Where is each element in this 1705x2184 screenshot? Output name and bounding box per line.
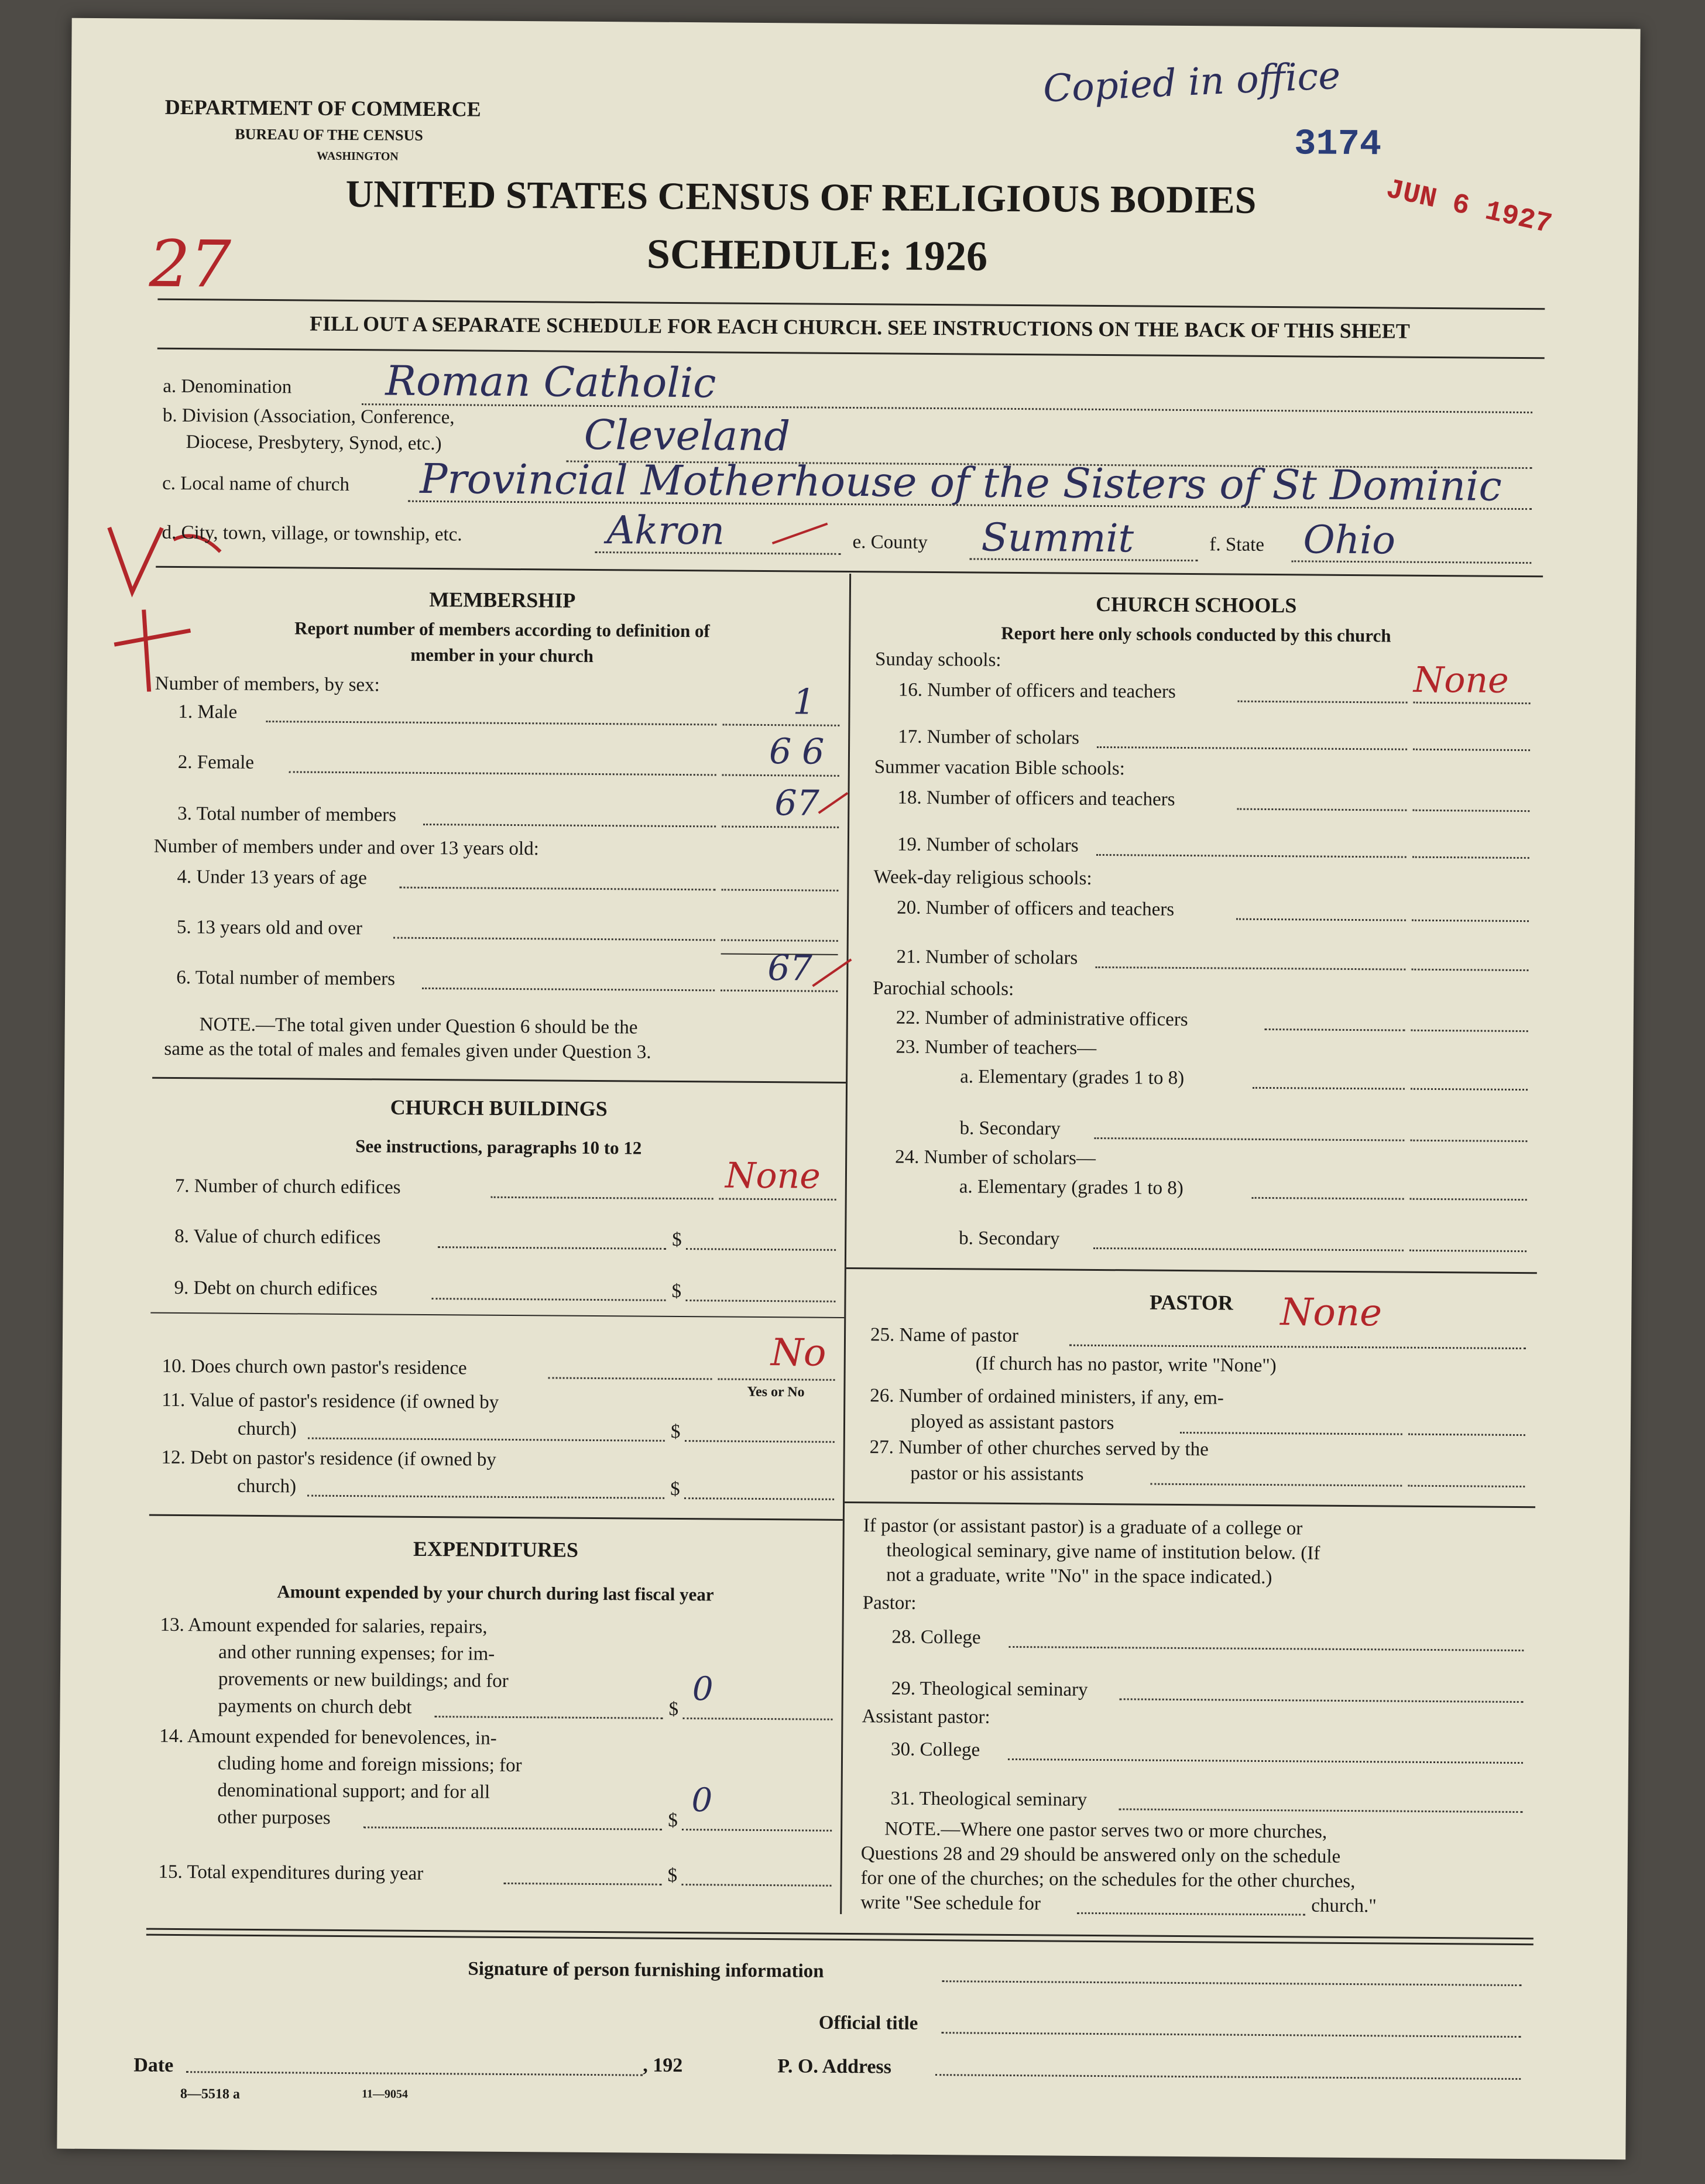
footer-rule-1 (146, 1928, 1534, 1940)
division-label-2: Diocese, Presbytery, Synod, etc.) (186, 431, 442, 455)
county-label: e. County (852, 532, 928, 553)
q14-value: 0 (691, 1781, 713, 1820)
q24a-label: a. Elementary (grades 1 to 8) (959, 1176, 1183, 1199)
summer-schools-label: Summer vacation Bible schools: (874, 756, 1125, 780)
q2-leader (289, 771, 716, 776)
q24a-leader (1252, 1197, 1404, 1200)
buildings-rule (149, 1514, 843, 1521)
buildings-divider (150, 1312, 844, 1318)
membership-instruction-2: member in your church (410, 644, 594, 666)
q13-label-2: and other running expenses; for im- (218, 1641, 495, 1665)
q15-dollar: $ (667, 1864, 678, 1886)
q27-answer-line (1408, 1485, 1525, 1487)
q13-label-4: payments on church debt (218, 1695, 412, 1718)
form-title: UNITED STATES CENSUS OF RELIGIOUS BODIES (345, 172, 1257, 222)
q25-pastor-name-value: None (1280, 1291, 1382, 1335)
denomination-value: Roman Catholic (385, 356, 716, 407)
q13-value: 0 (692, 1670, 713, 1709)
print-number: 11—9054 (361, 2087, 408, 2101)
q4-under13-label: 4. Under 13 years of age (177, 866, 368, 889)
q14-label-2: cluding home and foreign missions; for (217, 1753, 522, 1777)
graduate-instruction-3: not a graduate, write "No" in the space indicated.) (886, 1564, 1272, 1589)
q9-leader (431, 1298, 665, 1301)
q28-answer-line (1008, 1646, 1524, 1651)
q24b-leader (1093, 1247, 1404, 1252)
members-by-age-label: Number of members under and over 13 years old: (153, 835, 539, 860)
bureau-name: BUREAU OF THE CENSUS (235, 125, 423, 144)
pastor-label: Pastor: (862, 1592, 917, 1614)
q25-label: 25. Name of pastor (870, 1324, 1019, 1347)
q6-checkmark (812, 958, 852, 987)
footer-rule-2 (146, 1934, 1534, 1946)
form-number: 8—5518 a (180, 2086, 241, 2102)
membership-note-2: same as the total of males and females given under Question 3. (164, 1038, 651, 1063)
city-line (595, 551, 841, 555)
q29-answer-line (1120, 1698, 1524, 1703)
q27-label-2: pastor or his assistants (910, 1462, 1084, 1485)
q23a-answer-line (1411, 1088, 1528, 1091)
state-label: f. State (1209, 534, 1265, 556)
q2-female-label: 2. Female (177, 751, 255, 773)
membership-note: NOTE.—The total given under Question 6 should be the (199, 1014, 638, 1038)
q26-leader (1180, 1432, 1402, 1435)
q15-label: 15. Total expenditures during year (158, 1861, 424, 1884)
pastor-note-4: write "See schedule for (860, 1892, 1041, 1915)
q30-answer-line (1008, 1758, 1523, 1764)
state-value: Ohio (1303, 517, 1396, 563)
q3-checkmark (818, 792, 849, 814)
q13-answer-line (682, 1717, 832, 1720)
q30-college-label: 30. College (890, 1739, 980, 1761)
q14-leader (363, 1826, 662, 1830)
q5-leader (393, 937, 715, 941)
header-rule-top (157, 299, 1545, 310)
q3-leader (423, 824, 716, 827)
weekday-schools-label: Week-day religious schools: (873, 866, 1092, 889)
q23b-answer-line (1410, 1140, 1527, 1142)
q25-answer-line (1069, 1345, 1526, 1349)
margin-number: 27 (149, 226, 232, 302)
q7-leader (491, 1196, 713, 1200)
q21-answer-line (1411, 969, 1528, 971)
header-rule-bottom (157, 348, 1545, 359)
pastor-note-3: for one of the churches; on the schedules for the other churches, (860, 1867, 1356, 1892)
q14-answer-line (682, 1829, 832, 1832)
q4-leader (399, 887, 715, 891)
date-line (186, 2071, 643, 2076)
q25-note: (If church has no pastor, write "None") (975, 1353, 1277, 1377)
q16-value: None (1413, 659, 1509, 701)
census-schedule-sheet (57, 18, 1640, 2160)
department-name: DEPARTMENT OF COMMERCE (164, 95, 481, 121)
q10-leader (548, 1377, 712, 1380)
q11-answer-line (685, 1440, 835, 1443)
date-year: , 192 (643, 2054, 683, 2077)
denomination-line (362, 403, 1532, 413)
q22-label: 22. Number of administrative officers (896, 1007, 1188, 1031)
q6-total-label: 6. Total number of members (176, 966, 396, 990)
q1-male-label: 1. Male (178, 701, 238, 723)
copied-note: Copied in office (1042, 54, 1342, 111)
q8-leader (438, 1246, 666, 1250)
q20-answer-line (1412, 920, 1529, 922)
schools-instruction: Report here only schools conducted by this church (1001, 622, 1391, 646)
membership-instruction: Report number of members according to definition of (294, 618, 710, 642)
graduate-instruction-2: theological seminary, give name of institution below. (If (886, 1540, 1320, 1564)
q14-label-4: other purposes (217, 1806, 331, 1829)
q21-label: 21. Number of scholars (896, 946, 1078, 969)
q3-total-label: 3. Total number of members (177, 803, 397, 826)
pastor-rule (845, 1501, 1535, 1508)
q1-leader (266, 721, 716, 725)
q23-label: 23. Number of teachers— (896, 1036, 1097, 1059)
q12-label-2: church) (237, 1475, 297, 1497)
members-by-sex-label: Number of members, by sex: (155, 673, 380, 696)
q7-answer-line (719, 1198, 836, 1200)
q16-leader (1238, 701, 1408, 704)
q10-residence-label: 10. Does church own pastor's residence (162, 1355, 467, 1379)
membership-rule (152, 1077, 846, 1084)
expenditures-heading: EXPENDITURES (413, 1537, 579, 1562)
q17-answer-line (1413, 749, 1530, 751)
state-line (1291, 560, 1531, 564)
q21-leader (1095, 966, 1405, 971)
q7-edifices-value: None (725, 1155, 821, 1197)
church-name-value: Provincial Motherhouse of the Sisters of St Dominic (419, 454, 1502, 510)
schedule-year: SCHEDULE: 1926 (646, 230, 988, 280)
assistant-pastor-label: Assistant pastor: (862, 1706, 990, 1728)
q19-leader (1096, 854, 1406, 858)
parochial-schools-label: Parochial schools: (873, 978, 1014, 1000)
q16-answer-line (1414, 702, 1531, 704)
q23a-label: a. Elementary (grades 1 to 8) (960, 1066, 1185, 1089)
q11-label-2: church) (237, 1418, 297, 1440)
q13-label-3: provements or new buildings; and for (218, 1668, 509, 1692)
q26-label-2: ployed as assistant pastors (910, 1411, 1114, 1434)
q10-residence-value: No (770, 1331, 826, 1375)
q17-label: 17. Number of scholars (898, 726, 1080, 749)
q23a-leader (1253, 1087, 1405, 1090)
q6-answer-line (721, 989, 838, 992)
signature-line (942, 1980, 1521, 1986)
q19-answer-line (1412, 856, 1529, 859)
q15-leader (503, 1883, 661, 1885)
q27-leader (1150, 1483, 1402, 1487)
file-number: 3174 (1294, 123, 1382, 166)
q18-leader (1237, 808, 1406, 811)
q13-leader (434, 1716, 663, 1719)
bureau-city: WASHINGTON (317, 149, 399, 163)
q11-label: 11. Value of pastor's residence (if owned by (162, 1389, 499, 1413)
fill-instruction: FILL OUT A SEPARATE SCHEDULE FOR EACH CHURCH. SEE INSTRUCTIONS ON THE BACK OF THIS SHEET (309, 311, 1410, 343)
q12-label: 12. Debt on pastor's residence (if owned by (161, 1446, 496, 1470)
q6-total-value: 67 (767, 948, 813, 989)
division-label: b. Division (Association, Conference, (162, 404, 455, 428)
q1-answer-line (722, 724, 839, 726)
q24b-answer-line (1409, 1250, 1526, 1252)
q12-leader (307, 1495, 664, 1499)
q31-seminary-label: 31. Theological seminary (890, 1788, 1088, 1811)
date-label: Date (133, 2054, 174, 2076)
schools-rule (846, 1267, 1537, 1274)
q3-total-value: 67 (774, 783, 820, 824)
q14-label: 14. Amount expended for benevolences, in- (159, 1725, 497, 1749)
membership-heading: MEMBERSHIP (429, 587, 576, 612)
pastor-note: NOTE.—Where one pastor serves two or more churches, (884, 1818, 1327, 1843)
q11-dollar: $ (670, 1421, 681, 1443)
q29-seminary-label: 29. Theological seminary (891, 1678, 1088, 1700)
q14-label-3: denominational support; and for all (217, 1780, 490, 1803)
q14-dollar: $ (668, 1809, 678, 1831)
q18-label: 18. Number of officers and teachers (897, 787, 1175, 810)
pastor-note-4b: church." (1311, 1895, 1377, 1917)
sunday-schools-label: Sunday schools: (874, 649, 1001, 671)
division-value: Cleveland (584, 410, 791, 461)
graduate-instruction: If pastor (or assistant pastor) is a graduate of a college or (863, 1515, 1303, 1540)
po-address-label: P. O. Address (777, 2055, 892, 2078)
pastor-note-2: Questions 28 and 29 should be answered only on the schedule (860, 1843, 1341, 1867)
q10-answer-line (718, 1378, 835, 1380)
q15-answer-line (681, 1884, 831, 1887)
q22-leader (1265, 1028, 1405, 1031)
yes-or-no-hint: Yes or No (747, 1384, 805, 1400)
q23b-label: b. Secondary (959, 1117, 1061, 1140)
q1-male-value: 1 (793, 681, 816, 723)
city-label: d. City, town, village, or township, etc. (162, 522, 462, 546)
q9-answer-line (685, 1300, 835, 1302)
q26-answer-line (1408, 1434, 1525, 1436)
q12-dollar: $ (670, 1478, 680, 1500)
po-address-line (935, 2074, 1521, 2080)
q11-leader (308, 1438, 665, 1442)
q27-label: 27. Number of other churches served by the (869, 1436, 1209, 1460)
buildings-heading: CHURCH BUILDINGS (390, 1095, 608, 1121)
q19-label: 19. Number of scholars (897, 834, 1079, 856)
q4-answer-line (721, 889, 838, 891)
city-value: Akron (606, 508, 725, 554)
q31-answer-line (1119, 1808, 1522, 1813)
q17-leader (1097, 746, 1407, 750)
q8-answer-line (686, 1248, 836, 1251)
q7-edifices-label: 7. Number of church edifices (174, 1175, 401, 1198)
q13-label: 13. Amount expended for salaries, repairs, (160, 1614, 488, 1638)
q20-label: 20. Number of officers and teachers (897, 897, 1175, 920)
q22-answer-line (1411, 1030, 1528, 1032)
city-checkmark (772, 523, 828, 544)
column-divider (840, 574, 851, 1914)
denomination-label: a. Denomination (163, 375, 292, 398)
q24b-label: b. Secondary (959, 1228, 1060, 1250)
q2-answer-line (722, 774, 839, 776)
buildings-instruction: See instructions, paragraphs 10 to 12 (355, 1136, 642, 1158)
q18-answer-line (1412, 810, 1529, 812)
q9-dollar: $ (671, 1280, 682, 1302)
church-name-label: c. Local name of church (162, 472, 350, 496)
q23b-leader (1094, 1137, 1404, 1141)
q12-answer-line (684, 1497, 834, 1500)
q24-label: 24. Number of scholars— (895, 1146, 1096, 1169)
official-title-line (942, 2032, 1521, 2038)
q3-answer-line (722, 825, 839, 828)
pastor-heading: PASTOR (1149, 1290, 1233, 1315)
q6-leader (422, 988, 715, 991)
q2-female-value: 66 (769, 731, 835, 773)
signature-label: Signature of person furnishing information (468, 1958, 824, 1982)
official-title-label: Official title (818, 2012, 918, 2034)
county-value: Summit (981, 515, 1134, 561)
schools-heading: CHURCH SCHOOLS (1096, 592, 1297, 618)
q24a-answer-line (1410, 1198, 1527, 1201)
q28-college-label: 28. College (891, 1626, 981, 1648)
q5-over13-label: 5. 13 years old and over (176, 916, 363, 940)
q16-label: 16. Number of officers and teachers (898, 679, 1176, 702)
q8-dollar: $ (672, 1229, 682, 1251)
county-line (969, 558, 1198, 561)
q20-leader (1236, 918, 1406, 921)
received-date-stamp: JUN 6 1927 (1383, 174, 1555, 241)
q5-answer-line (721, 939, 838, 941)
q9-debt-label: 9. Debt on church edifices (174, 1277, 378, 1300)
expenditures-instruction: Amount expended by your church during last fiscal year (277, 1581, 714, 1605)
q26-label: 26. Number of ordained ministers, if any, em- (870, 1385, 1224, 1409)
pastor-note-blank (1077, 1912, 1305, 1916)
q8-value-label: 8. Value of church edifices (174, 1225, 381, 1249)
q13-dollar: $ (668, 1698, 679, 1720)
